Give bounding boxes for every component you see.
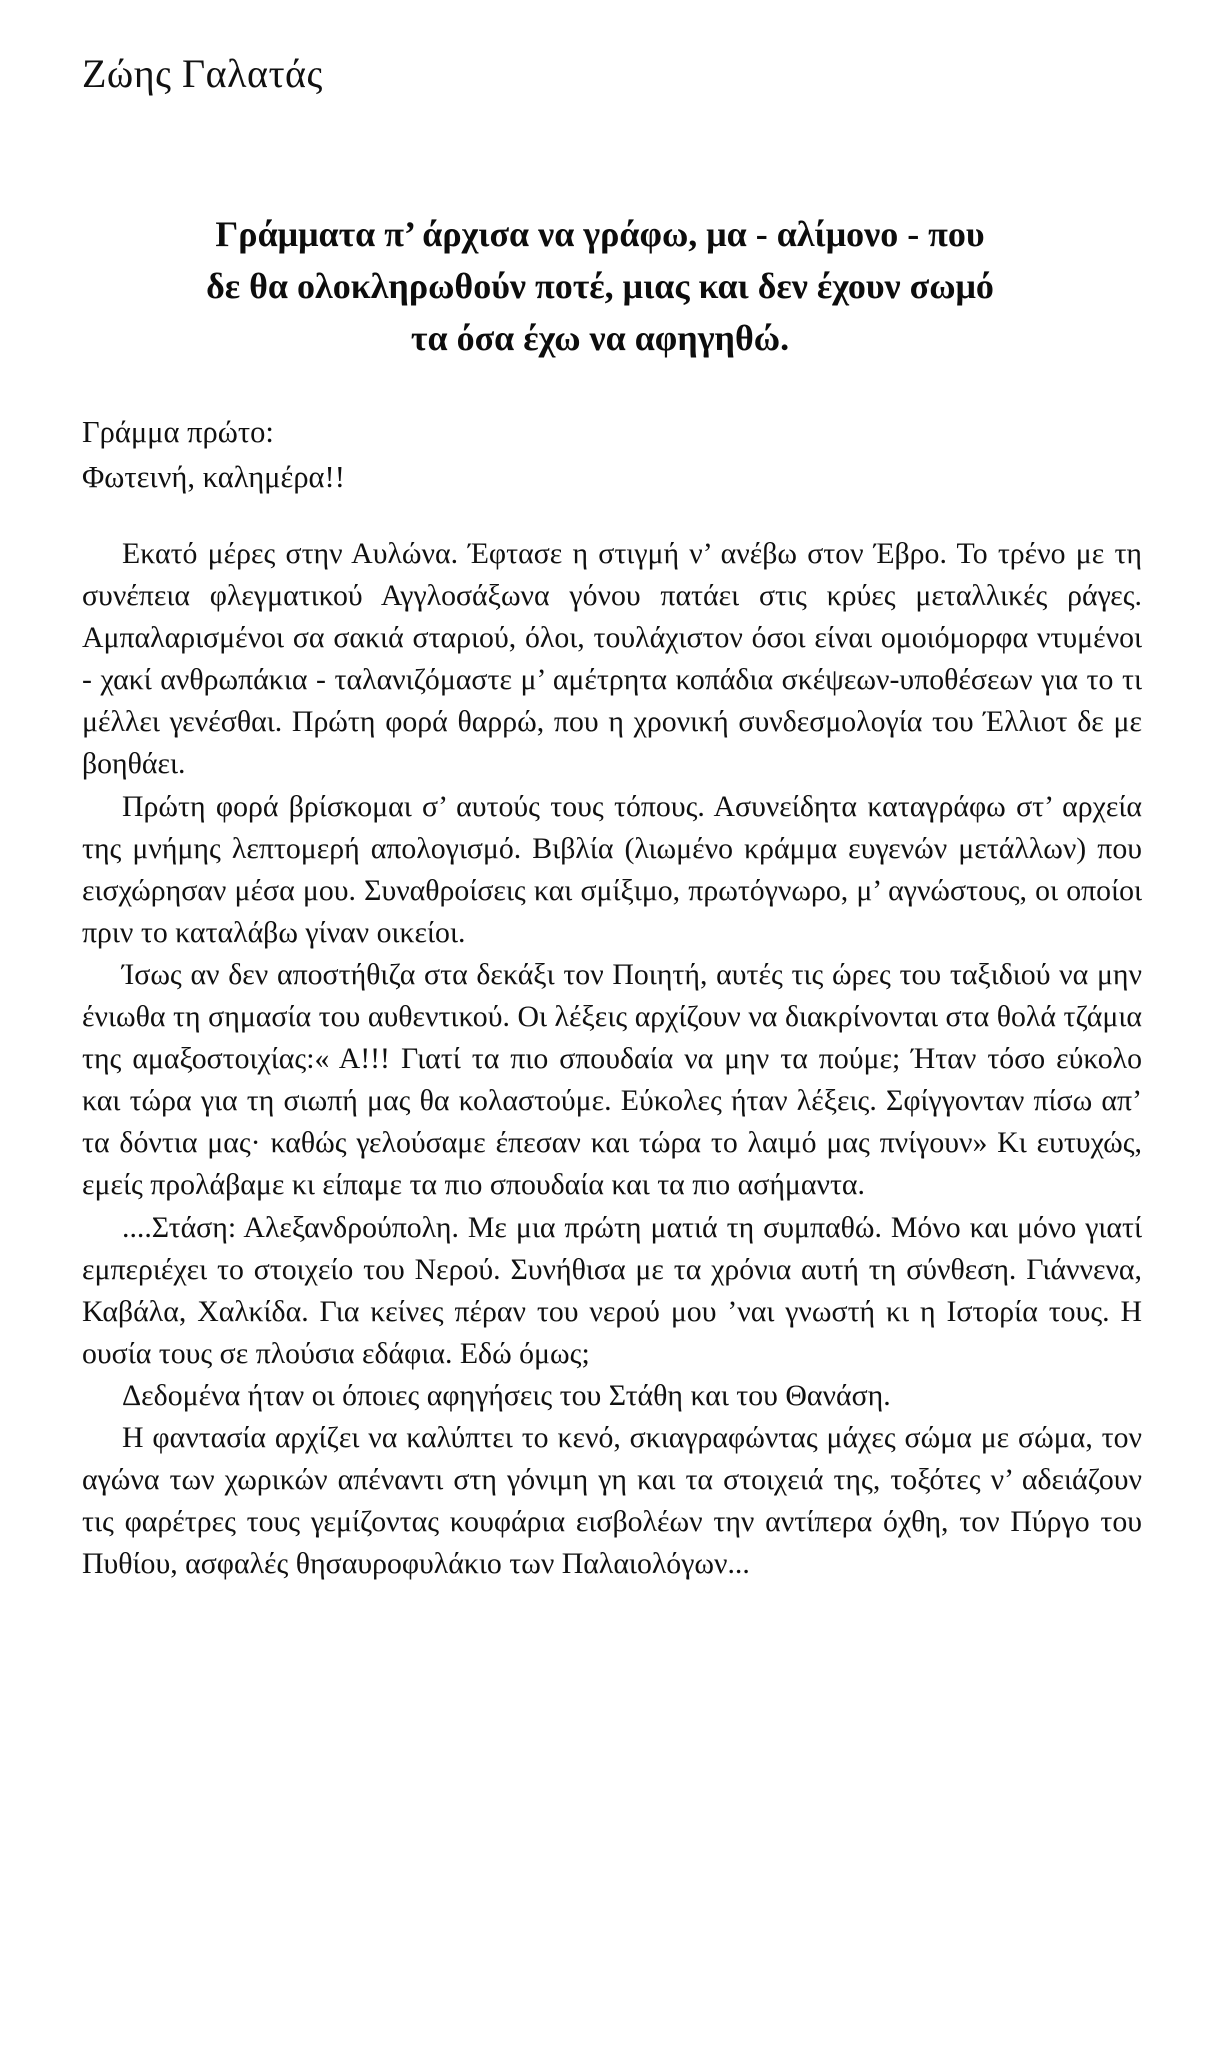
- title-line: τα όσα έχω να αφηγηθώ.: [410, 318, 790, 358]
- paragraph: ....Στάση: Αλεξανδρούπολη. Με μια πρώτη ματιά τη συμπαθώ. Μόνο και μόνο γιατί εμπεριέχει το στοιχείο του Νερού. Συνήθισα με τα χρόνια αυτή τη σύνθεση. Γιάννενα, Καβάλα, Χαλκίδα. Για κείνες πέραν του νερού μου ’ναι γνωστή κι η Ιστορία τους. Η ουσία τους σε πλούσια εδάφια. Εδώ όμως;: [82, 1210, 1142, 1370]
- running-head-author: Ζώης Γαλατάς: [82, 51, 323, 96]
- title-line: δε θα ολοκληρωθούν ποτέ, μιας και δεν έχουν σωμό: [206, 266, 994, 306]
- letter-body: [82, 533, 1142, 1585]
- letter-number: Γράμμα πρώτο:: [82, 415, 274, 449]
- salutation-block: [82, 410, 1142, 500]
- paragraph: Εκατό μέρες στην Αυλώνα. Έφτασε η στιγμή ν’ ανέβω στον Έβρο. Το τρένο με τη συνέπεια φλεγματικού Αγγλοσάξωνα γόνου πατάει στις κρύες μεταλλικές ράγες. Αμπαλαρισμένοι σα σακιά σταριού, όλοι, τουλάχιστον όσοι είναι ομοιόμορφα ντυμένοι - χακί ανθρωπάκια - ταλανιζόμαστε μ’ αμέτρητα κοπάδια σκέψεων-υποθέσεων για το τι μέλλει γενέσθαι. Πρώτη φορά θαρρώ, που η χρονική συνδεσμολογία του Έλλιοτ δε με βοηθάει.: [82, 537, 1142, 781]
- paragraph: Η φαντασία αρχίζει να καλύπτει το κενό, σκιαγραφώντας μάχες σώμα με σώμα, τον αγώνα των χωρικών απέναντι στη γόνιμη γη και τα στοιχειά της, τοξότες ν’ αδειάζουν τις φαρέτρες τους γεμίζοντας κουφάρια εισβολέων την αντίπερα όχθη, τον Πύργο του Πυθίου, ασφαλές θησαυροφυλάκιο των Παλαιολόγων...: [82, 1420, 1142, 1581]
- title-line: Γράμματα π’ άρχισα να γράφω, μα - αλίμονο - που: [215, 214, 985, 254]
- paragraph: Πρώτη φορά βρίσκομαι σ’ αυτούς τους τόπους. Ασυνείδητα καταγράφω στ’ αρχεία της μνήμης λεπτομερή απολογισμό. Βιβλία (λιωμένο κράμμα ευγενών μετάλλων) που εισχώρησαν μέσα μου. Συναθροίσεις και σμίξιμο, πρωτόγνωρο, μ’ αγνώστους, οι οποίοι πριν το καταλάβω γίναν οικείοι.: [82, 789, 1142, 949]
- letter-title: [120, 208, 1080, 364]
- paragraph: Δεδομένα ήταν οι όποιες αφηγήσεις του Στάθη και του Θανάση.: [122, 1378, 891, 1412]
- paragraph: Ίσως αν δεν αποστήθιζα στα δεκάξι τον Ποιητή, αυτές τις ώρες του ταξιδιού να μην ένιωθα τη σημασία του αυθεντικού. Οι λέξεις αρχίζουν να διακρίνονται στα θολά τζάμια της αμαξοστοιχίας:« Α!!! Γιατί τα πιο σπουδαία να μην τα πούμε; Ήταν τόσο εύκολο και τώρα για τη σιωπή μας θα κολαστούμε. Εύκολες ήταν λέξεις. Σφίγγονταν πίσω απ’ τα δόντια μας· καθώς γελούσαμε έπεσαν και τώρα το λαιμό μας πνίγουν» Κι ευτυχώς, εμείς προλάβαμε κι είπαμε τα πιο σπουδαία και τα πιο ασήμαντα.: [82, 957, 1142, 1202]
- greeting: Φωτεινή, καλημέρα!!: [82, 460, 345, 494]
